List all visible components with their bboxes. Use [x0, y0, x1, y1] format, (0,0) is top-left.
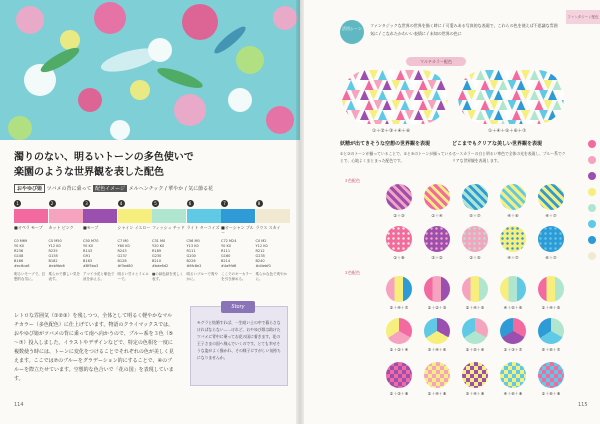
swatch-codes: C0 M50 Y12 K0 R235 G155 B182 #eb9bb6: [48, 239, 65, 268]
swatch-number: 8: [256, 200, 263, 207]
headline-line-2: 楽園のような世界観を表した配色: [14, 167, 164, 178]
pattern-tile: [557, 70, 564, 80]
pattern-tile: [458, 80, 463, 90]
color-combo-circle: [386, 184, 412, 210]
pattern-tile: [374, 100, 383, 110]
story-text: モグラと結婚すれば、一生暗い土の中で暮らさなければならない……けれど、おやゆび姫は助けたツバメに背中に乗ってお花の国に着きます。花の王子さまの国へ飛んでいくのです。とても幸せそうな姿がよく描かれ、その様子にすがしい気持ちになりませんか。: [197, 320, 281, 360]
pattern-tile: [476, 70, 485, 80]
color-combo-circle: [500, 362, 526, 388]
caption-title: ツバメの背に乗って: [46, 186, 92, 192]
color-combo-circle: [386, 226, 412, 252]
pattern-tile: [405, 90, 414, 100]
color-combo-circle: [386, 276, 412, 302]
pattern-tile: [508, 120, 517, 124]
pattern-tile: [369, 110, 378, 120]
color-swatch: [14, 200, 48, 282]
pattern-tile: [392, 120, 401, 124]
story-title: Story: [221, 301, 255, 313]
swatch-number: 4: [118, 200, 125, 207]
pattern-tile: [508, 100, 517, 110]
color-combo-circle: [386, 318, 412, 344]
side-dot: [588, 220, 596, 228]
oval-code-2: ①＋④＋⑤＋⑥＋⑦: [488, 129, 527, 134]
pattern-tile: [472, 120, 481, 124]
swatch-codes: C0 M69 Y0 K0 R236 G108 B166 #ec6ca6: [14, 239, 30, 268]
pattern-tile: [557, 90, 564, 100]
color-combo-label: ①＋②＋③: [427, 305, 447, 310]
pattern-tile: [396, 110, 405, 120]
swatch-codes: C50 M70 Y0 K0 R143 G91 B163 #8f5ba3: [83, 239, 99, 268]
swatch-note: 明るいモーブで、幻想的な気に。: [14, 272, 46, 281]
pattern-tile: [410, 100, 419, 110]
color-combo-circle: [462, 362, 488, 388]
pattern-tile: [481, 100, 490, 110]
swatch-name: ■オーシャン ブルー: [221, 225, 254, 235]
headline-line-1: 濁りのない、明るいトーンの多色使いで: [14, 152, 194, 163]
color-swatch: [256, 200, 290, 282]
pattern-tile: [508, 80, 517, 90]
pattern-tile: [365, 100, 374, 110]
color-combo-label: ①＋③＋⑧: [389, 391, 409, 396]
pattern-tile: [485, 90, 494, 100]
multicolor-label: マルチカラー配色: [406, 57, 466, 66]
swatch-note: ■の緑色緑を美しく表す。: [152, 272, 184, 281]
color-combo-circle: [538, 362, 564, 388]
three-color-label: ３色配色: [344, 270, 360, 275]
swatch-chip: [83, 209, 117, 223]
pattern-tile: [342, 70, 351, 80]
pattern-tile: [539, 90, 548, 100]
color-combo-label: ②＋④＋⑦: [389, 305, 409, 310]
color-swatch: [152, 200, 186, 282]
multicolor-pattern-2: [458, 70, 564, 124]
page-number-left: 114: [14, 402, 24, 408]
pattern-tile: [441, 70, 448, 80]
swatch-name: シャイン イエロー: [117, 225, 151, 230]
pattern-tile: [347, 120, 356, 124]
pattern-tile: [526, 120, 535, 124]
pattern-tile: [342, 100, 347, 110]
color-swatch: [187, 200, 221, 282]
swatch-number: 3: [83, 200, 90, 207]
pattern-tile: [463, 120, 472, 124]
pattern-tile: [512, 70, 521, 80]
pattern-tile: [548, 70, 557, 80]
oval-body-1: ①と②のトーンが揃っていることで、②と③のトーンが揃っていることで、心地よくまとまった配色です。: [340, 151, 456, 163]
pattern-tile: [517, 100, 526, 110]
swatch-note: 明るいブルーで爽やかに。: [186, 272, 218, 281]
color-combo-circle: [538, 318, 564, 344]
color-combo-label: ①＋③＋⑦: [503, 347, 523, 352]
pattern-tile: [437, 100, 446, 110]
pattern-tile: [526, 100, 535, 110]
pattern-tile: [401, 80, 410, 90]
pattern-tile: [405, 70, 414, 80]
illustration-flowers: [0, 0, 300, 140]
pattern-tile: [521, 110, 530, 120]
usage-text: ファンタジックな世界の世界を描く時に / 可愛みある写真的な表現で、これらの色を使えば不思議な雰囲気に / こなれたかわいい表情に / 未知の世界の色に: [370, 23, 558, 36]
pattern-tile: [374, 80, 383, 90]
pattern-tile: [347, 100, 356, 110]
color-combo-circle: [424, 276, 450, 302]
swatch-chip: [152, 209, 186, 223]
pattern-tile: [530, 90, 539, 100]
pattern-tile: [539, 110, 548, 120]
pattern-tile: [517, 80, 526, 90]
swatch-name: ライト ターコイズ: [186, 225, 220, 230]
pattern-tile: [351, 90, 360, 100]
pattern-tile: [383, 80, 392, 90]
pattern-tile: [378, 110, 387, 120]
pattern-tile: [458, 90, 467, 100]
swatch-name: フィッシュ チッド: [152, 225, 185, 230]
pattern-tile: [562, 100, 565, 110]
color-combo-label: ②＋④＋⑧: [427, 391, 447, 396]
pattern-tile: [521, 70, 530, 80]
oval-heading-1: 妖精が出てきそうな空想の世界観を表現: [340, 141, 431, 147]
swatch-note: ここでのキーカラーを引き締める。: [221, 272, 253, 281]
color-combo-label: ①＋④: [431, 213, 443, 218]
pattern-tile: [494, 110, 503, 120]
pattern-tile: [562, 120, 565, 124]
book-gutter: [296, 0, 304, 424]
color-combo-circle: [424, 362, 450, 388]
chapter-tab: ファンタジー / 配色: [566, 10, 600, 24]
pattern-tile: [467, 70, 476, 80]
oval-body-2: ベースカラーの白と明るい寒色で全体の光を表現し、ブルー系でクリアな世界観を表現します。: [452, 151, 566, 163]
pattern-tile: [428, 80, 437, 90]
color-combo-label: ①＋⑥＋⑧: [541, 391, 561, 396]
pattern-tile: [458, 100, 463, 110]
pattern-tile: [467, 110, 476, 120]
pattern-tile: [419, 100, 428, 110]
pattern-tile: [432, 90, 441, 100]
color-combo-circle: [538, 226, 564, 252]
side-dot: [588, 204, 596, 212]
color-combo-circle: [538, 184, 564, 210]
swatch-codes: C72 M24 Y0 K0 R111 G160 B214 #4a9fd6: [221, 239, 237, 268]
pattern-tile: [521, 90, 530, 100]
pattern-tile: [414, 110, 423, 120]
pattern-tile: [401, 100, 410, 110]
pattern-tile: [499, 80, 508, 90]
pattern-tile: [512, 90, 521, 100]
color-swatch: [83, 200, 117, 282]
pattern-tile: [526, 80, 535, 90]
pattern-tile: [485, 110, 494, 120]
pattern-tile: [405, 110, 414, 120]
pattern-tile: [342, 80, 347, 90]
pattern-tile: [369, 70, 378, 80]
swatch-chip: [256, 209, 290, 223]
pattern-tile: [356, 100, 365, 110]
pattern-tile: [530, 110, 539, 120]
body-text: レトロな雰囲気（①②③）を残しつつ、全体として明るく軽やかなマルチカラー（多色配色）に仕上げています。物語のクライマックスでは、おやゆび姫がツバメの背に乗って南へ向かうので、ブルー系を３色（⑤～⑦）投入しました。イラストやデザインなどで、特定の色相を一度に複数使う時には、トーンに変化をつけることでそれぞれの色が美しく見えます。ここでは⑦のブルーをグラデーション的にすることで、④のブルーを際立たせています。空想的な色合いで「花の国」を表現しています。: [14, 313, 174, 382]
swatch-note: アマイ小花と紫色で涼を添える。: [83, 272, 115, 281]
pattern-tile: [481, 120, 490, 124]
swatch-number: 7: [221, 200, 228, 207]
swatch-note: 柔らかな色で爽やかに。: [255, 272, 287, 281]
color-combo-label: ①＋④＋⑤: [541, 305, 561, 310]
pattern-tile: [365, 80, 374, 90]
pattern-tile: [476, 90, 485, 100]
swatch-number: 6: [187, 200, 194, 207]
color-combo-circle: [500, 226, 526, 252]
side-dot: [588, 252, 596, 260]
color-combo-circle: [424, 318, 450, 344]
color-combo-circle: [500, 276, 526, 302]
pattern-tile: [548, 90, 557, 100]
pattern-tile: [432, 70, 441, 80]
pattern-tile: [432, 110, 441, 120]
side-dot: [588, 236, 596, 244]
pattern-tile: [463, 100, 472, 110]
color-combo-label: ④＋⑥: [507, 213, 519, 218]
right-page: [300, 0, 600, 424]
page-number-right: 115: [578, 402, 588, 408]
swatch-note: 明るい甘々とイエローで。: [117, 272, 149, 281]
swatch-chip: [118, 209, 152, 223]
color-combo-circle: [386, 362, 412, 388]
color-combo-circle: [462, 276, 488, 302]
color-swatch: [221, 200, 255, 282]
color-combo-label: ①＋⑧: [393, 255, 405, 260]
swatch-chip: [49, 209, 83, 223]
pattern-tile: [342, 90, 351, 100]
pattern-tile: [414, 70, 423, 80]
swatch-codes: C56 M0 Y13 K0 R111 G200 B226 #6fc8e2: [186, 239, 202, 268]
two-color-label: ３色配色: [344, 178, 360, 183]
pattern-tile: [351, 70, 360, 80]
pattern-tile: [499, 120, 508, 124]
headline: [14, 150, 284, 180]
pattern-tile: [423, 70, 432, 80]
pattern-tile: [490, 100, 499, 110]
pattern-tile: [481, 80, 490, 90]
pattern-tile: [553, 120, 562, 124]
pattern-tile: [441, 90, 448, 100]
swatch-number: 5: [152, 200, 159, 207]
pattern-tile: [503, 110, 512, 120]
story-box: [190, 306, 288, 386]
swatch-codes: C0 M2 Y12 K0 R212 G235 B240 #d4ebf0: [255, 239, 271, 268]
pattern-tile: [458, 120, 463, 124]
side-dot: [588, 188, 596, 196]
color-combo-label: ④＋⑦: [507, 255, 519, 260]
pattern-tile: [562, 80, 565, 90]
pattern-tile: [503, 90, 512, 100]
pattern-tile: [446, 100, 449, 110]
swatch-note: 柔らかで優しい気を表す。: [48, 272, 80, 281]
pattern-tile: [396, 90, 405, 100]
swatch-chip: [14, 209, 48, 223]
pattern-tile: [423, 110, 432, 120]
color-combo-circle: [462, 318, 488, 344]
color-combo-circle: [500, 184, 526, 210]
swatch-codes: C7 M0 Y60 K0 R243 G237 B128 #f3ed80: [117, 239, 133, 268]
swatch-chip: [221, 209, 255, 223]
pattern-tile: [499, 100, 508, 110]
pattern-tile: [530, 70, 539, 80]
color-combo-label: ③＋④＋⑧: [465, 391, 485, 396]
side-dot: [588, 140, 596, 148]
pattern-tile: [410, 120, 419, 124]
color-combo-circle: [424, 226, 450, 252]
color-combo-label: ④＋⑤＋⑥: [503, 305, 523, 310]
color-combo-label: ②＋④＋⑤: [465, 305, 485, 310]
pattern-tile: [360, 110, 369, 120]
color-combo-label: ②＋③: [393, 213, 405, 218]
pattern-tile: [423, 90, 432, 100]
color-combo-circle: [462, 226, 488, 252]
pattern-tile: [369, 90, 378, 100]
color-swatch: [49, 200, 83, 282]
pattern-tile: [392, 100, 401, 110]
pattern-tile: [414, 90, 423, 100]
pattern-tile: [441, 110, 448, 120]
multicolor-pattern-1: [342, 70, 448, 124]
pattern-tile: [437, 80, 446, 90]
swatch-name: ■オペラ モーブ: [14, 225, 43, 230]
swatch-codes: C31 M0 Y20 K0 R189 G230 B210 #bde6d2: [152, 239, 169, 268]
pattern-tile: [383, 120, 392, 124]
pattern-tile: [503, 70, 512, 80]
side-dot: [588, 156, 596, 164]
pattern-tile: [446, 120, 449, 124]
pattern-tile: [539, 70, 548, 80]
pattern-tile: [553, 80, 562, 90]
pattern-tile: [342, 120, 347, 124]
color-combo-label: ②＋⑤＋⑥: [465, 347, 485, 352]
swatch-name: カット ピンク: [48, 225, 74, 230]
pattern-tile: [512, 110, 521, 120]
pattern-tile: [458, 110, 467, 120]
pattern-tile: [419, 80, 428, 90]
pattern-tile: [419, 120, 428, 124]
pattern-tile: [356, 80, 365, 90]
color-combo-label: ⑤＋⑥＋⑦: [541, 347, 561, 352]
color-combo-label: ④＋⑦: [545, 213, 557, 218]
pattern-tile: [494, 70, 503, 80]
caption-rest: メルヘンチック / 華やか / 気に節る花: [128, 186, 214, 192]
caption-tag-2: 配色イメージ: [95, 186, 125, 192]
oval-heading-2: どこまでもクリアな美しい世界観を表現: [452, 141, 543, 147]
pattern-tile: [476, 110, 485, 120]
pattern-tile: [437, 120, 446, 124]
pattern-tile: [360, 90, 369, 100]
color-combo-label: ②＋⑤: [469, 255, 481, 260]
pattern-tile: [387, 110, 396, 120]
pattern-tile: [342, 110, 351, 120]
pattern-tile: [463, 80, 472, 90]
pattern-tile: [387, 70, 396, 80]
oval-code-1: ①＋②＋③＋④＋⑥: [372, 129, 411, 134]
pattern-tile: [535, 100, 544, 110]
color-combo-label: ③＋④＋⑥: [427, 347, 447, 352]
pattern-tile: [517, 120, 526, 124]
pattern-tile: [472, 80, 481, 90]
swatch-number: 1: [14, 200, 21, 207]
pattern-tile: [351, 110, 360, 120]
pattern-tile: [535, 80, 544, 90]
color-swatch: [118, 200, 152, 282]
pattern-tile: [458, 70, 467, 80]
color-combo-circle: [500, 318, 526, 344]
pattern-tile: [446, 80, 449, 90]
pattern-tile: [428, 120, 437, 124]
color-combo-label: ③＋②: [431, 255, 443, 260]
pattern-tile: [544, 120, 553, 124]
illustration-caption: [14, 184, 294, 193]
pattern-tile: [360, 70, 369, 80]
pattern-tile: [378, 70, 387, 80]
pattern-tile: [428, 100, 437, 110]
pattern-tile: [535, 120, 544, 124]
color-combo-circle: [538, 276, 564, 302]
pattern-tile: [365, 120, 374, 124]
pattern-tile: [548, 110, 557, 120]
pattern-tile: [401, 120, 410, 124]
pattern-tile: [557, 110, 564, 120]
caption-tag: おやゆび姫: [14, 184, 45, 193]
pattern-tile: [553, 100, 562, 110]
side-dot: [588, 172, 596, 180]
pattern-tile: [374, 120, 383, 124]
pattern-tile: [544, 80, 553, 90]
pattern-tile: [356, 120, 365, 124]
pattern-tile: [347, 80, 356, 90]
side-color-dots: [588, 140, 598, 268]
color-combo-circle: [424, 184, 450, 210]
pattern-tile: [490, 120, 499, 124]
swatch-chip: [187, 209, 221, 223]
pattern-tile: [494, 90, 503, 100]
color-combo-label: ⑤＋⑦: [469, 213, 481, 218]
swatch-name: ラウス スカイ: [255, 225, 281, 230]
pattern-tile: [392, 80, 401, 90]
pattern-tile: [472, 100, 481, 110]
swatch-number: 2: [49, 200, 56, 207]
pattern-tile: [410, 80, 419, 90]
pattern-tile: [378, 90, 387, 100]
swatch-name: ■モーブ: [83, 225, 99, 230]
pattern-tile: [383, 100, 392, 110]
pattern-tile: [387, 90, 396, 100]
color-combo-label: ①＋②＋④: [389, 347, 409, 352]
usage-badge: 活用シーン: [340, 20, 364, 44]
pattern-tile: [396, 70, 405, 80]
pattern-tile: [467, 90, 476, 100]
pattern-tile: [485, 70, 494, 80]
color-combo-label: ⑥＋⑦: [545, 255, 557, 260]
color-combo-circle: [462, 184, 488, 210]
pattern-tile: [544, 100, 553, 110]
color-combo-label: ④＋⑥＋⑧: [503, 391, 523, 396]
pattern-tile: [490, 80, 499, 90]
